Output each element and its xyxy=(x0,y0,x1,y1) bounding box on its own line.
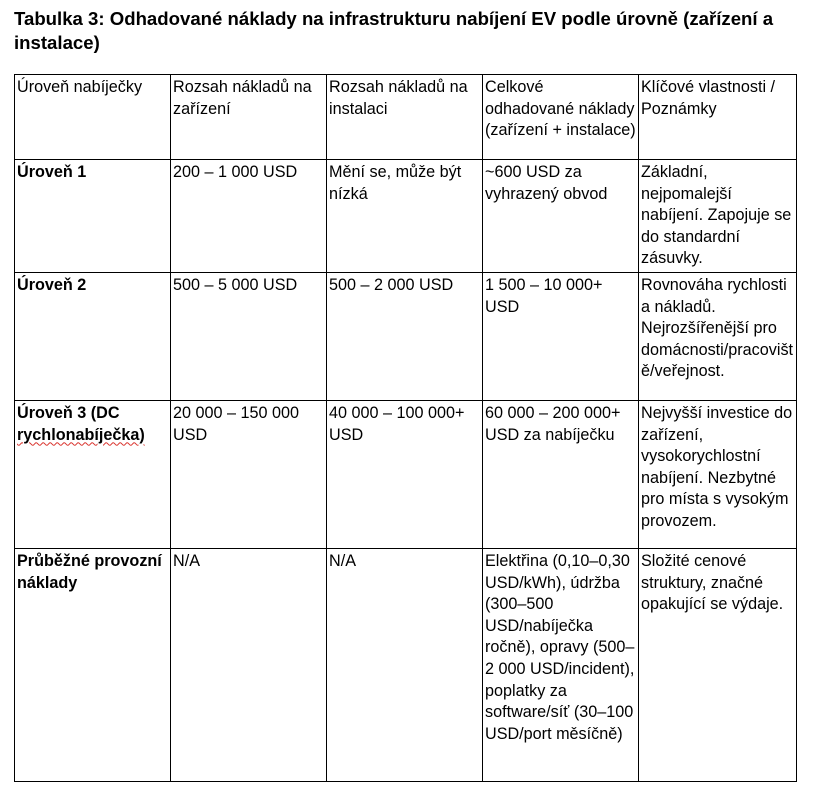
level-label: Úroveň 1 xyxy=(17,163,87,181)
header-cell-installation: Rozsah nákladů na instalaci xyxy=(327,75,483,160)
installation-cost-cell: Mění se, může být nízká xyxy=(327,160,483,273)
cost-table xyxy=(14,74,797,782)
level-label: Úroveň 3 (DC xyxy=(17,403,120,422)
total-cost-cell: 1 500 – 10 000+ USD xyxy=(483,272,639,400)
notes-cell: Složité cenové struktury, značné opakující se výdaje. xyxy=(639,548,797,781)
notes-cell: Základní, nejpomalejší nabíjení. Zapojuje se do standardní zásuvky. xyxy=(639,160,797,273)
installation-cost-cell: 40 000 – 100 000+ USD xyxy=(327,400,483,548)
table-row xyxy=(15,400,797,548)
level-cell xyxy=(15,160,171,273)
total-cost-cell: 60 000 – 200 000+ USD za nabíječku xyxy=(483,400,639,548)
level-label: Průběžné provozní náklady xyxy=(17,551,162,592)
equipment-cost-cell: N/A xyxy=(171,548,327,781)
table-row xyxy=(15,160,797,273)
header-cell-total: Celkové odhadované náklady (zařízení + instalace) xyxy=(483,75,639,160)
notes-cell: Nejvyšší investice do zařízení, vysokorychlostní nabíjení. Nezbytné pro místa s vysokým provozem. xyxy=(639,400,797,548)
header-cell-notes: Klíčové vlastnosti / Poznámky xyxy=(639,75,797,160)
level-cell xyxy=(15,272,171,400)
table-row xyxy=(15,548,797,781)
header-cell-level: Úroveň nabíječky xyxy=(15,75,171,160)
table-title: Tabulka 3: Odhadované náklady na infrastrukturu nabíjení EV podle úrovně (zařízení a instalace) xyxy=(14,8,774,53)
notes-cell: Rovnováha rychlosti a nákladů. Nejrozšířenější pro domácnosti/pracoviště/veřejnost. xyxy=(639,272,797,400)
level-label-spellcheck: rychlonabíječka) xyxy=(17,425,145,444)
table-row xyxy=(15,272,797,400)
level-label: Úroveň 2 xyxy=(17,275,87,294)
level-cell xyxy=(15,400,171,548)
level-cell xyxy=(15,548,171,781)
header-cell-equipment: Rozsah nákladů na zařízení xyxy=(171,75,327,160)
equipment-cost-cell: 20 000 – 150 000 USD xyxy=(171,400,327,548)
equipment-cost-cell: 200 – 1 000 USD xyxy=(171,160,327,273)
equipment-cost-cell: 500 – 5 000 USD xyxy=(171,272,327,400)
total-cost-cell: Elektřina (0,10–0,30 USD/kWh), údržba (300–500 USD/nabíječka ročně), opravy (500–2 000 USD/incident), poplatky za software/síť (30–100 USD/port měsíčně) xyxy=(483,548,639,781)
installation-cost-cell: N/A xyxy=(327,548,483,781)
installation-cost-cell: 500 – 2 000 USD xyxy=(327,272,483,400)
table-header-row xyxy=(15,75,797,160)
total-cost-cell: ~600 USD za vyhrazený obvod xyxy=(483,160,639,273)
